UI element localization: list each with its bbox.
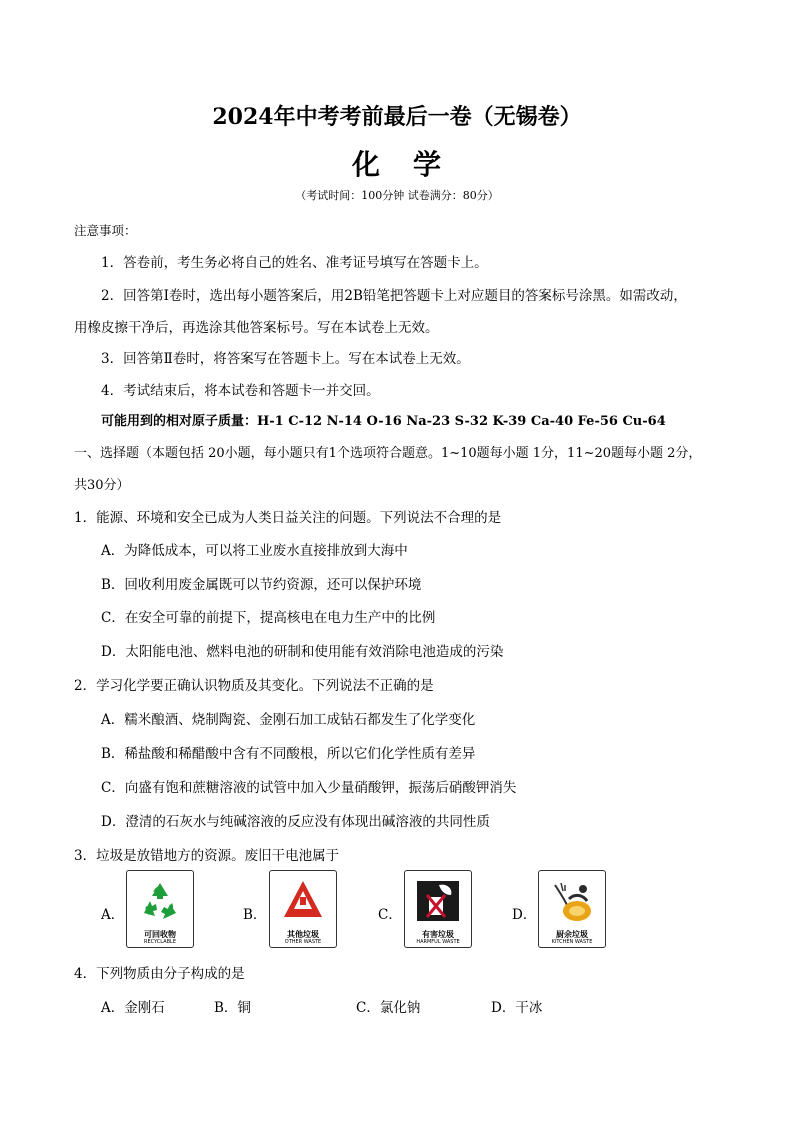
recyclable-bin-sign: [126, 870, 194, 948]
harmful-waste-bin-sign: [404, 870, 472, 948]
page-title: 2024年中考考前最后一卷（无锡卷）: [212, 104, 582, 130]
kitchen-waste-icon: [547, 877, 597, 927]
note-item: 2．回答第Ⅰ卷时，选出每小题答案后，用2B铅笔把答题卡上对应题目的答案标号涂黑。如需改动，: [101, 288, 687, 304]
recycle-icon: [135, 877, 185, 927]
bin-name-en: HARMFUL WASTE: [416, 939, 460, 945]
section-heading-continued: 共30分）: [74, 478, 130, 493]
bin-name-cn: 可回收物: [144, 930, 176, 939]
bin-name-en: RECYCLABLE: [143, 939, 176, 945]
question-option: B．铜: [214, 1000, 251, 1016]
question-option: A．金刚石: [101, 1000, 165, 1016]
question-option: C．向盛有饱和蔗糖溶液的试管中加入少量硝酸钾，振荡后硝酸钾消失: [101, 780, 517, 796]
bin-name-cn: 其他垃圾: [287, 930, 319, 939]
subject-title: [0, 143, 794, 183]
option-label: A．: [101, 907, 125, 923]
bin-name-en: KITCHEN WASTE: [551, 939, 593, 945]
question-option: D．澄清的石灰水与纯碱溶液的反应没有体现出碱溶液的共同性质: [101, 814, 490, 830]
question-option: A．为降低成本，可以将工业废水直接排放到大海中: [101, 543, 408, 559]
note-item: 4．考试结束后，将本试卷和答题卡一并交回。: [101, 383, 380, 399]
question-stem: 1．能源、环境和安全已成为人类日益关注的问题。下列说法不合理的是: [74, 510, 502, 526]
note-item-continued: 用橡皮擦干净后，再选涂其他答案标号。写在本试卷上无效。: [74, 320, 439, 336]
question-option: B．回收利用废金属既可以节约资源，还可以保护环境: [101, 577, 422, 593]
question-option: C．氯化钠: [356, 1000, 421, 1016]
bin-name-cn: 厨余垃圾: [556, 930, 588, 939]
kitchen-waste-bin-sign: [538, 870, 606, 948]
waste-bin-options: [0, 870, 794, 952]
question-option: D．太阳能电池、燃料电池的研制和使用能有效消除电池造成的污染: [101, 644, 504, 660]
question-stem: 2．学习化学要正确认识物质及其变化。下列说法不正确的是: [74, 678, 434, 694]
notes-heading: 注意事项：: [74, 223, 137, 238]
question-option: A．糯米酿酒、烧制陶瓷、金刚石加工成钻石都发生了化学变化: [101, 712, 476, 728]
bin-name-cn: 有害垃圾: [422, 930, 454, 939]
question-stem: 4．下列物质由分子构成的是: [74, 966, 245, 982]
option-label: C．: [378, 907, 402, 923]
section-heading: 一、选择题（本题包括 20小题，每小题只有1个选项符合题意。1~10题每小题 1分，11~20题每小题 2分，: [74, 446, 702, 461]
note-item: 3．回答第Ⅱ卷时，将答案写在答题卡上。写在本试卷上无效。: [101, 351, 470, 367]
subject-char: 化: [351, 148, 381, 181]
question-option: B．稀盐酸和稀醋酸中含有不同酸根，所以它们化学性质有差异: [101, 746, 476, 762]
note-item: 1．答卷前，考生务必将自己的姓名、准考证号填写在答题卡上。: [101, 255, 488, 271]
atomic-mass-line: 可能用到的相对原子质量：H-1 C-12 N-14 O-16 Na-23 S-32 K-39 Ca-40 Fe-56 Cu-64: [101, 414, 666, 429]
option-label: D．: [512, 907, 537, 923]
question-option: D．干冰: [491, 1000, 543, 1016]
other-waste-bin-sign: [269, 870, 337, 948]
bin-name-en: OTHER WASTE: [284, 939, 322, 945]
harmful-waste-icon: [413, 877, 463, 927]
question-stem: 3．垃圾是放错地方的资源。废旧干电池属于: [74, 848, 340, 864]
option-label: B．: [243, 907, 267, 923]
exam-info: （考试时间：100分钟 试卷满分：80分）: [295, 189, 499, 202]
question-option: C．在安全可靠的前提下，提高核电在电力生产中的比例: [101, 610, 436, 626]
subject-char: 学: [413, 148, 443, 181]
other-waste-icon: [278, 877, 328, 927]
